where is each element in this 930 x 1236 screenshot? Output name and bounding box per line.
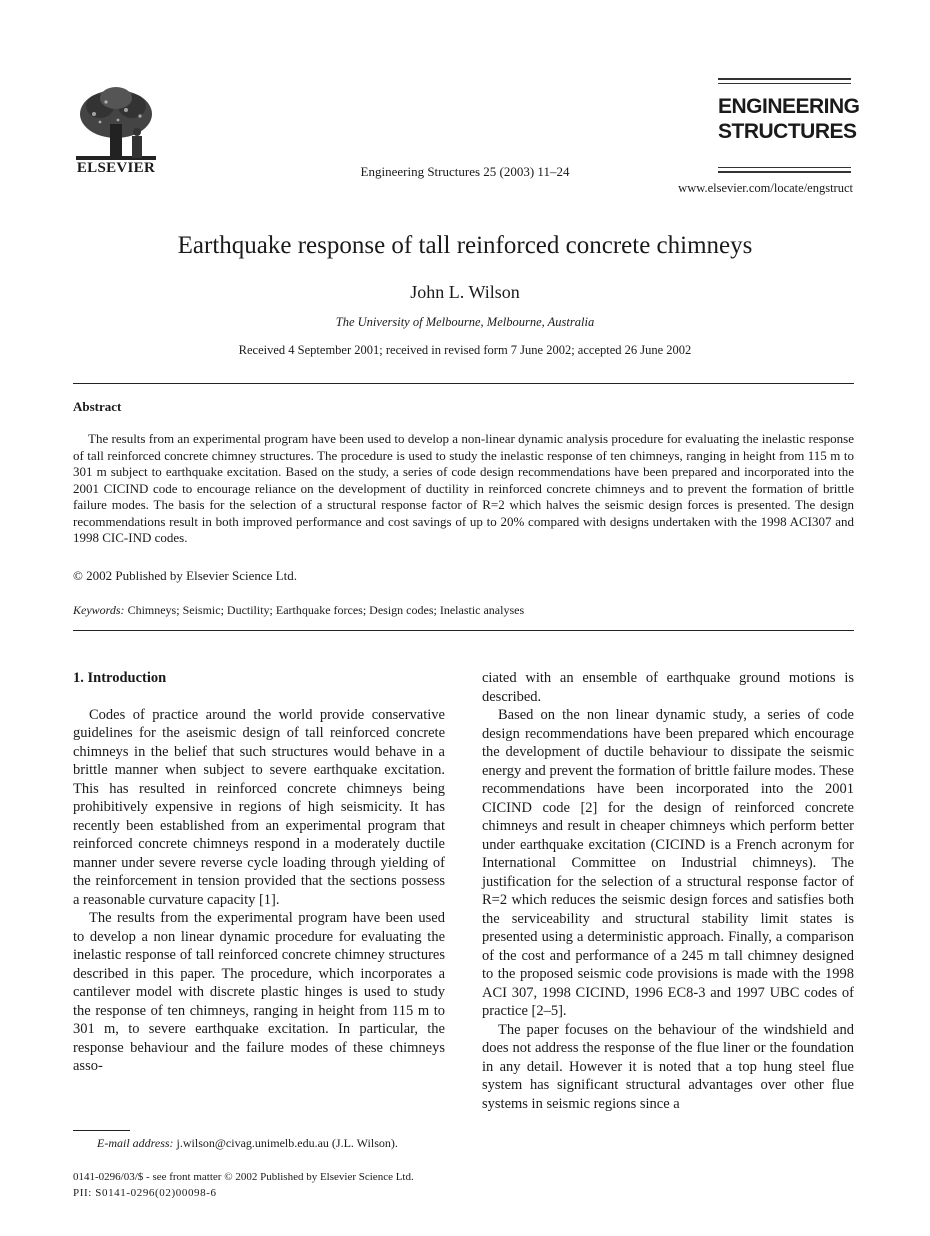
journal-name-line1: ENGINEERING — [718, 95, 860, 118]
article-author: John L. Wilson — [410, 282, 520, 302]
journal-masthead — [718, 94, 860, 144]
author-email-footnote — [97, 1136, 398, 1151]
footnote-rule — [73, 1130, 130, 1131]
paragraph: The paper focuses on the behaviour of the windshield and does not address the response of the flue liner or the foundation in any detail. However it is noted that a top hung steel flue system has significant structural advantages over other flue systems in seismic regions since a — [482, 1021, 854, 1112]
abstract-text: The results from an experimental program have been used to develop a non-linear dynamic analysis procedure for evaluating the inelastic response of tall reinforced concrete chimney structures. The procedure is used to study the inelastic response of ten chimneys, ranging in height from 115 m to 301 m subject to earthquake excitation. Based on the study, a series of code design recommendations have been prepared and incorporated into the 2001 CICIND code to encourage reliance on the development of ductility in reinforced concrete chimneys and to prevent the formation of brittle failure modes. The basis for the selection of a structural response factor of R=2 which halves the seismic design forces is presented. The design recommendations result in both improved performance and cost savings of up to 20% compared with designs undertaken with the 1998 ACI307 and 1998 CIC-IND codes. — [73, 431, 854, 545]
paragraph: ciated with an ensemble of earthquake ground motions is described. — [482, 670, 854, 705]
article-title: Earthquake response of tall reinforced concrete chimneys — [177, 232, 753, 259]
journal-citation: Engineering Structures 25 (2003) 11–24 — [360, 164, 570, 179]
right-column — [482, 669, 854, 1113]
masthead-rule — [718, 78, 851, 80]
publisher-logo-text: ELSEVIER — [76, 160, 156, 176]
abstract-body — [73, 431, 854, 547]
keywords-label: Keywords: — [73, 603, 125, 617]
abstract-heading: Abstract — [73, 399, 122, 414]
masthead-rule — [718, 171, 851, 173]
paragraph: Codes of practice around the world provide conservative guidelines for the aseismic design of tall reinforced concrete chimneys in the belief that such structures would behave in a brittle manner when subject to severe earthquake excitation. This has resulted in reinforced concrete chimneys being prohibitively expensive in regions of high seismicity. It has recently been established from an experimental program that reinforced concrete chimneys respond in a moderately ductile manner under severe reverse cycle loading through yielding of the reinforcement in tension provided that the sections possess a reasonable curvature capacity [1]. — [73, 706, 445, 908]
masthead-rule — [718, 83, 851, 84]
section-heading: 1. Introduction — [73, 670, 167, 686]
keywords-list: Chimneys; Seismic; Ductility; Earthquake forces; Design codes; Inelastic analyses — [127, 603, 525, 617]
divider — [73, 630, 854, 631]
paragraph: Based on the non linear dynamic study, a series of code design recommendations have been prepared which encourage the development of ductile behaviour to dissipate the seismic energy and prevent the formation of brittle failure modes. These recommendations have been incorporated into the 2001 CICIND code [2] for the design of reinforced concrete chimneys and result in cheaper chimneys which perform better under earthquake excitation (CICIND is a French acronym for International Committee on Industrial chimneys). The justification for the selection of a structural response factor of R=2 which reduces the seismic design forces and satisfies both the serviceability and structural stability limit states is presented using a deterministic approach. Finally, a comparison of the cost and performance of a 245 m tall chimney designed to the proposed seismic code provisions is made with the 1998 ACI 307, 1998 CICIND, 1996 EC8-3 and 1997 UBC codes of practice [2–5]. — [482, 707, 854, 1019]
received-dates: Received 4 September 2001; received in revised form 7 June 2002; accepted 26 June 2002 — [238, 343, 692, 357]
paragraph: The results from the experimental program have been used to develop a non linear dynamic procedure for evaluating the inelastic response of tall reinforced concrete chimney structures described in this paper. The procedure, which incorporates a cantilever model with discrete plastic hinges is used to study the response of ten chimneys, ranging in height from 115 m to 301 m, to severe earthquake excitation. In particular, the response behaviour and the failure modes of these chimneys asso- — [73, 910, 445, 1074]
journal-url[interactable]: www.elsevier.com/locate/engstruct — [678, 181, 853, 195]
front-matter-pii: PII: S0141-0296(02)00098-6 — [73, 1187, 217, 1199]
masthead-rule — [718, 167, 851, 168]
front-matter-issn: 0141-0296/03/$ - see front matter © 2002 Published by Elsevier Science Ltd. — [73, 1171, 414, 1183]
journal-name-line2: STRUCTURES — [718, 120, 857, 143]
keywords — [73, 603, 524, 618]
divider — [73, 383, 854, 384]
author-affiliation: The University of Melbourne, Melbourne, Australia — [335, 315, 595, 329]
left-column — [73, 669, 445, 1076]
email-label: E-mail address: — [97, 1136, 174, 1150]
email-value[interactable]: j.wilson@civag.unimelb.edu.au (J.L. Wilson). — [176, 1136, 398, 1150]
abstract-copyright: © 2002 Published by Elsevier Science Ltd. — [73, 568, 297, 583]
